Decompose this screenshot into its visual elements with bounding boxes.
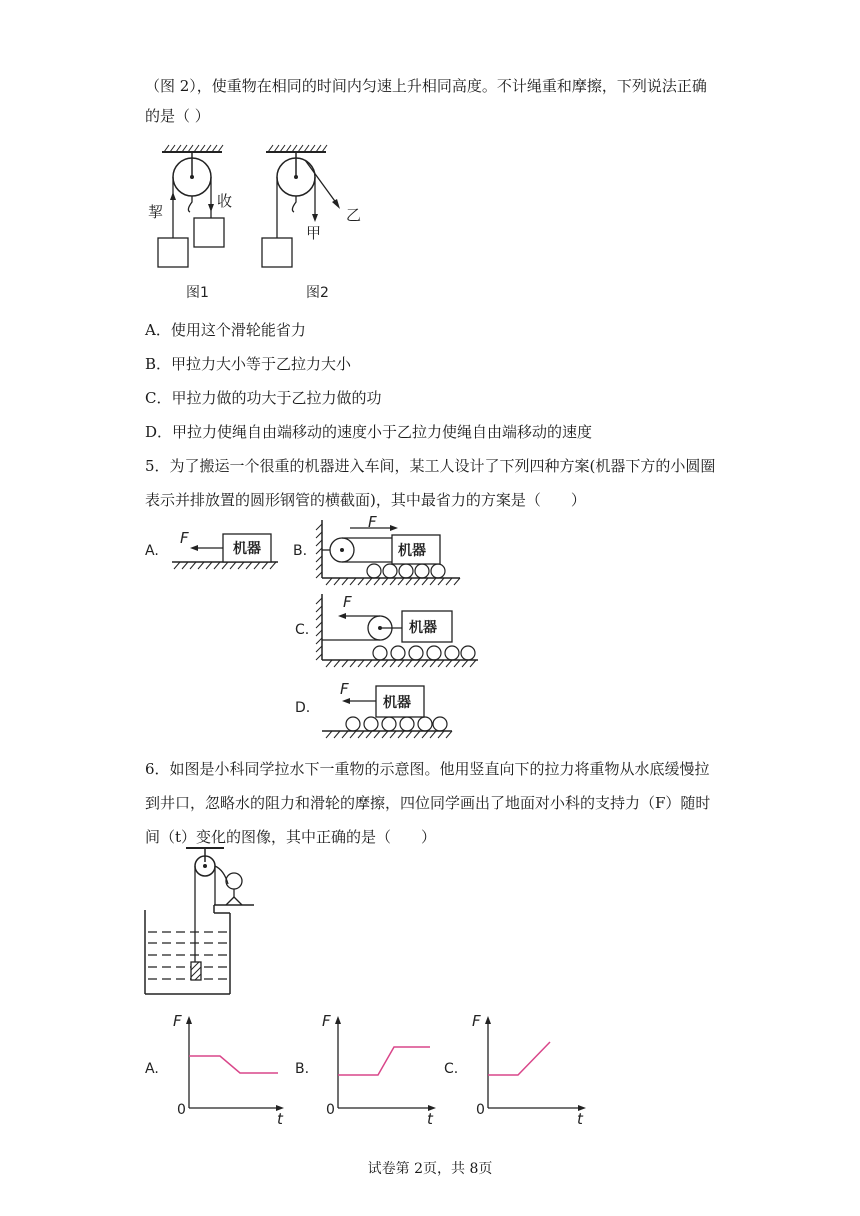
graph-b-letter: B. (295, 1061, 310, 1077)
q4-option-b: B．甲拉力大小等于乙拉力大小 (145, 355, 352, 373)
q4-intro-line2: 的是（ ） (145, 107, 210, 125)
q5-a-force-label: F (180, 529, 189, 547)
fig2-caption: 图2 (306, 285, 329, 301)
q5-letter-a: A. (145, 543, 159, 559)
graph-c-origin: 0 (476, 1102, 485, 1118)
q5-letter-c: C. (295, 622, 310, 638)
fig2-yi-label: 乙 (346, 206, 362, 224)
q5-b-force-label: F (368, 513, 377, 531)
graph-c-letter: C. (444, 1061, 459, 1077)
q6-stem-line2: 到井口，忽略水的阻力和滑轮的摩擦，四位同学画出了地面对小科的支持力（F）随时 (145, 794, 711, 812)
graph-c-x-label: t (577, 1110, 583, 1128)
q5-letter-b: B. (293, 543, 308, 559)
q6-stem-line1: 6．如图是小科同学拉水下一重物的示意图。他用竖直向下的拉力将重物从水底缓慢拉 (145, 760, 710, 778)
q5-d-force-label: F (340, 680, 349, 698)
q5-c-force-label: F (343, 593, 352, 611)
graph-a-y-label: F (173, 1012, 182, 1030)
graph-a (186, 1016, 284, 1111)
q4-intro-line1: （图 2），使重物在相同的时间内匀速上升相同高度。不计绳重和摩擦，下列说法正确 (145, 77, 707, 95)
graph-b-line (338, 1047, 430, 1075)
graph-a-x-label: t (277, 1110, 283, 1128)
fig1-caption: 图1 (186, 285, 209, 301)
page-footer: 试卷第 2页，共 8页 (367, 1161, 493, 1177)
q5-a-machine-label: 机器 (233, 541, 261, 557)
fig1-right-label: 收 (217, 192, 233, 210)
graph-c-y-label: F (472, 1012, 481, 1030)
graph-b-origin: 0 (326, 1102, 335, 1118)
q4-option-c: C．甲拉力做的功大于乙拉力做的功 (145, 389, 382, 407)
q5-c-machine-label: 机器 (409, 620, 437, 636)
graph-c-line (488, 1042, 550, 1075)
graph-a-line (189, 1056, 278, 1073)
q5-stem-line2: 表示并排放置的圆形钢管的横截面)，其中最省力的方案是（ ） (145, 491, 586, 509)
q5-letter-d: D. (295, 700, 311, 716)
q4-option-d: D．甲拉力使绳自由端移动的速度小于乙拉力使绳自由端移动的速度 (145, 423, 593, 441)
q4-option-a: A．使用这个滑轮能省力 (145, 321, 306, 339)
q5-d-machine-label: 机器 (383, 695, 411, 711)
q5-b-machine-label: 机器 (398, 543, 426, 559)
graph-a-origin: 0 (177, 1102, 186, 1118)
fig2-jia-label: 甲 (306, 224, 322, 242)
graph-a-letter: A. (145, 1061, 159, 1077)
graph-c (485, 1016, 586, 1111)
q5-stem-line1: 5．为了搬运一个很重的机器进入车间，某工人设计了下列四种方案(机器下方的小圆圈 (145, 457, 716, 475)
graph-b-y-label: F (322, 1012, 331, 1030)
graph-b-x-label: t (427, 1110, 433, 1128)
q6-stem-line3: 间（t）变化的图像，其中正确的是（ ） (145, 828, 437, 846)
graph-b (335, 1016, 436, 1111)
fig1-left-label: 挈 (148, 203, 164, 221)
